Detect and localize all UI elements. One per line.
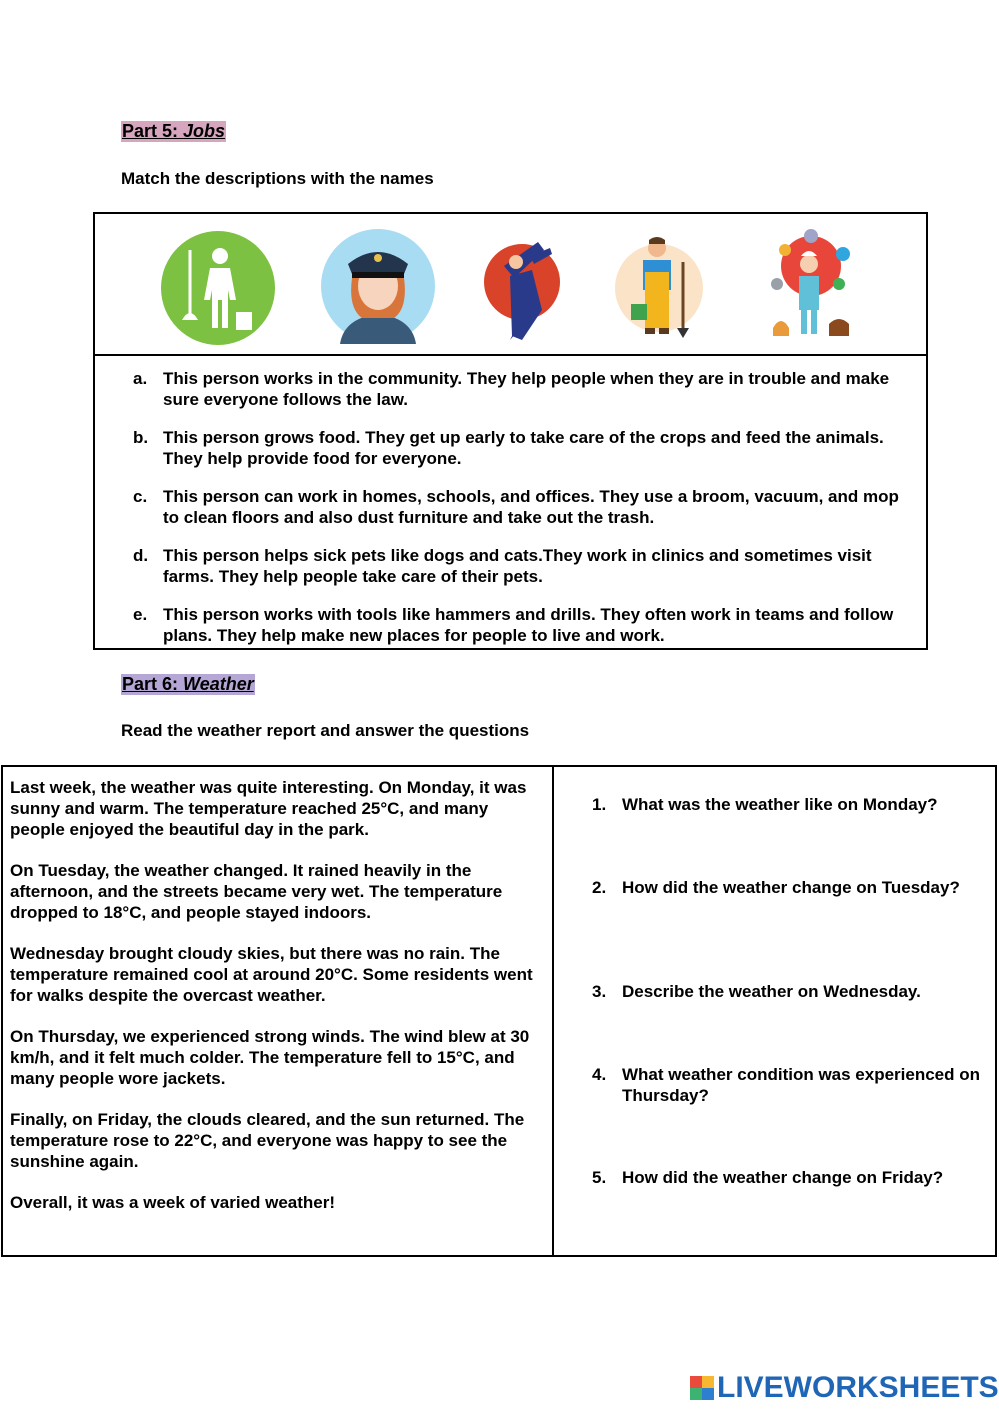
- weather-report: [3, 767, 554, 1255]
- report-paragraph: On Tuesday, the weather changed. It rained heavily in the afternoon, and the streets became very wet. The temperature dropped to 18°C, and people stayed indoors.: [10, 861, 503, 922]
- question-text: How did the weather change on Friday?: [622, 1168, 944, 1187]
- list-item: [95, 545, 926, 587]
- part6-heading: [121, 674, 255, 695]
- question-item: [554, 1064, 984, 1106]
- part6-heading-prefix: Part 6:: [122, 674, 184, 694]
- item-letter: e.: [133, 605, 148, 624]
- report-paragraph: Last week, the weather was quite interesting. On Monday, it was sunny and warm. The temperature reached 25°C, and many people enjoyed the beautiful day in the park.: [10, 778, 527, 839]
- logo-text: LIVEWORKSHEETS: [717, 1371, 999, 1404]
- question-text: Describe the weather on Wednesday.: [622, 982, 921, 1001]
- item-text: This person grows food. They get up early to take care of the crops and feed the animals. They help provide food for everyone.: [163, 428, 884, 468]
- jobs-descriptions: [95, 368, 926, 663]
- question-item: [554, 877, 984, 898]
- item-text: This person works in the community. They help people when they are in trouble and make sure everyone follows the law.: [163, 369, 890, 409]
- item-text: This person can work in homes, schools, and offices. They use a broom, vacuum, and mop to clean floors and also dust furniture and take out the trash.: [163, 487, 899, 527]
- item-text: This person helps sick pets like dogs and cats.They work in clinics and sometimes visit farms. They help people take care of their pets.: [163, 546, 872, 586]
- question-number: 4.: [592, 1065, 607, 1084]
- question-number: 5.: [592, 1168, 607, 1187]
- part6-heading-italic: Weather: [183, 674, 254, 694]
- list-item: [95, 427, 926, 469]
- report-paragraph: On Thursday, we experienced strong winds. The wind blew at 30 km/h, and it felt much colder. The temperature fell to 15°C, and many people wore jackets.: [10, 1027, 530, 1088]
- police-officer-image[interactable]: [320, 228, 436, 344]
- question-number: 1.: [592, 795, 607, 814]
- report-paragraph: Wednesday brought cloudy skies, but there was no rain. The temperature remained cool at around 20°C. Some residents went for walks despite the overcast weather.: [10, 944, 533, 1005]
- part5-heading-prefix: Part 5:: [122, 121, 184, 141]
- logo-mark-icon: [690, 1376, 714, 1400]
- farmer-image[interactable]: [613, 232, 705, 344]
- question-number: 3.: [592, 982, 607, 1001]
- item-letter: c.: [133, 487, 148, 506]
- part5-heading: [121, 121, 226, 142]
- jobs-image-row: [95, 214, 926, 356]
- weather-box: [1, 765, 997, 1257]
- list-item: [95, 368, 926, 410]
- janitor-image[interactable]: [160, 230, 276, 346]
- list-item: [95, 604, 926, 646]
- construction-worker-image[interactable]: [480, 236, 564, 344]
- question-text: What was the weather like on Monday?: [622, 795, 938, 814]
- question-item: [554, 981, 984, 1002]
- jobs-box: [93, 212, 928, 650]
- part6-instruction: Read the weather report and answer the questions: [121, 721, 530, 740]
- item-letter: a.: [133, 369, 148, 388]
- item-letter: b.: [133, 428, 149, 447]
- question-item: [554, 794, 984, 815]
- part5-heading-italic: Jobs: [183, 121, 226, 141]
- report-paragraph: Finally, on Friday, the clouds cleared, and the sun returned. The temperature rose to 22°C, and everyone was happy to see the sunshine again.: [10, 1110, 525, 1171]
- question-number: 2.: [592, 878, 607, 897]
- question-text: What weather condition was experienced on Thursday?: [622, 1065, 981, 1105]
- list-item: [95, 486, 926, 528]
- item-text: This person works with tools like hammers and drills. They often work in teams and follow plans. They help make new places for people to live and work.: [163, 605, 894, 645]
- question-text: How did the weather change on Tuesday?: [622, 878, 960, 897]
- part5-instruction: Match the descriptions with the names: [121, 169, 434, 188]
- report-paragraph: Overall, it was a week of varied weather!: [10, 1193, 336, 1212]
- item-letter: d.: [133, 546, 149, 565]
- question-item: [554, 1167, 984, 1188]
- liveworksheets-logo[interactable]: [690, 1373, 999, 1403]
- veterinarian-image[interactable]: [763, 228, 859, 342]
